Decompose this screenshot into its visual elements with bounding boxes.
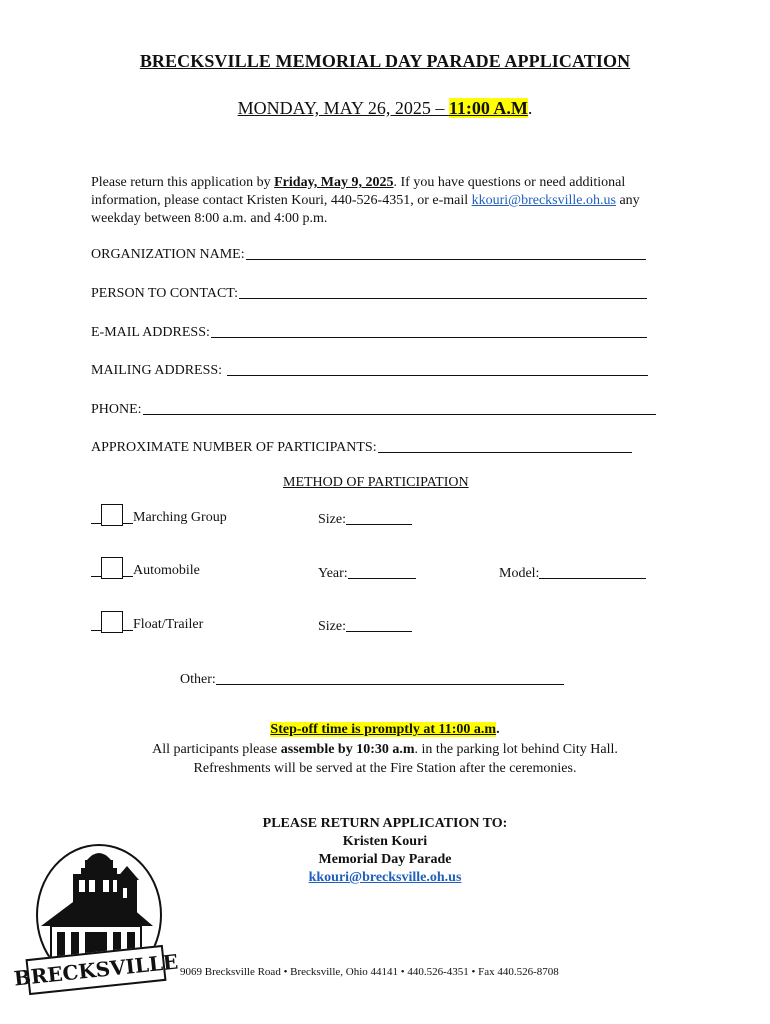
mailing-input-line[interactable] xyxy=(227,375,648,376)
organization-label: ORGANIZATION NAME: xyxy=(91,247,245,262)
stepoff-period: . xyxy=(496,722,500,737)
date-text: MONDAY, MAY 26, 2025 – xyxy=(237,98,449,118)
start-time-highlight: 11:00 A.M xyxy=(448,98,528,118)
stepoff-highlight: Step-off time is promptly at 11:00 a.m xyxy=(270,722,497,737)
participants-field[interactable] xyxy=(91,438,632,456)
automobile-model-label: Model: xyxy=(499,566,540,581)
marching-blank-right xyxy=(123,523,133,524)
return-department: Memorial Day Parade xyxy=(318,852,452,867)
assemble-time: assemble by 10:30 a.m xyxy=(280,742,415,757)
float-label: Float/Trailer xyxy=(133,617,204,632)
participants-input-line[interactable] xyxy=(378,452,632,453)
contact-label: PERSON TO CONTACT: xyxy=(91,286,239,301)
float-blank-right xyxy=(123,630,133,631)
marching-blank-left xyxy=(91,523,101,524)
intro-text-2: . If you have questions or need additional information, please contact Kristen Kouri, 440-526-4351, or e-mail xyxy=(91,175,626,208)
other-field[interactable] xyxy=(180,670,564,688)
automobile-checkbox[interactable] xyxy=(101,557,123,579)
contact-email-link[interactable]: kkouri@brecksville.oh.us xyxy=(471,193,616,208)
other-label: Other: xyxy=(180,672,216,687)
float-size-label: Size: xyxy=(318,619,346,634)
brecksville-logo xyxy=(12,840,180,1010)
other-input-line[interactable] xyxy=(216,684,564,685)
assemble-notice xyxy=(0,742,770,758)
mailing-label: MAILING ADDRESS: xyxy=(91,363,226,378)
float-size-line[interactable] xyxy=(346,631,412,632)
float-size-field[interactable] xyxy=(318,617,412,635)
method-heading: METHOD OF PARTICIPATION xyxy=(283,475,469,490)
refreshments-notice: Refreshments will be served at the Fire Station after the ceremonies. xyxy=(193,761,577,776)
stepoff-notice xyxy=(0,722,770,738)
participants-label: APPROXIMATE NUMBER OF PARTICIPANTS: xyxy=(91,440,377,455)
date-period: . xyxy=(527,98,533,118)
float-checkbox[interactable] xyxy=(101,611,123,633)
footer-address: 9069 Brecksville Road • Brecksville, Ohio 44141 • 440.526-4351 • Fax 440.526-8708 xyxy=(180,966,559,978)
mailing-field[interactable] xyxy=(91,361,648,379)
marching-option[interactable] xyxy=(91,505,227,527)
intro-text-1: Please return this application by xyxy=(91,175,275,190)
return-heading: PLEASE RETURN APPLICATION TO: xyxy=(262,816,508,831)
intro-text-3: any weekday between 8:00 a.m. and 4:00 p.m. xyxy=(91,193,640,226)
contact-input-line[interactable] xyxy=(239,298,647,299)
phone-field[interactable] xyxy=(91,400,656,418)
marching-size-field[interactable] xyxy=(318,510,412,528)
email-input-line[interactable] xyxy=(211,337,647,338)
return-email-link[interactable]: kkouri@brecksville.oh.us xyxy=(308,870,462,885)
form-title: BRECKSVILLE MEMORIAL DAY PARADE APPLICATION xyxy=(139,51,631,71)
intro-paragraph xyxy=(91,174,691,228)
automobile-label: Automobile xyxy=(133,563,200,578)
automobile-year-label: Year: xyxy=(318,566,348,581)
organization-input-line[interactable] xyxy=(246,259,646,260)
email-field[interactable] xyxy=(91,323,647,341)
automobile-model-line[interactable] xyxy=(539,578,646,579)
marching-size-label: Size: xyxy=(318,512,346,527)
automobile-option[interactable] xyxy=(91,558,200,580)
assemble-text-2: . in the parking lot behind City Hall. xyxy=(414,742,618,757)
marching-label: Marching Group xyxy=(133,510,227,525)
assemble-text-1: All participants please xyxy=(152,742,281,757)
return-name: Kristen Kouri xyxy=(342,834,428,849)
marching-checkbox[interactable] xyxy=(101,504,123,526)
automobile-blank-left xyxy=(91,576,101,577)
automobile-year-line[interactable] xyxy=(348,578,416,579)
logo-banner: BRECKSVILLE xyxy=(25,945,166,995)
parade-date xyxy=(0,98,770,119)
phone-label: PHONE: xyxy=(91,402,142,417)
contact-field[interactable] xyxy=(91,284,647,302)
email-label: E-MAIL ADDRESS: xyxy=(91,325,210,340)
deadline-date: Friday, May 9, 2025 xyxy=(274,175,394,190)
float-option[interactable] xyxy=(91,612,203,634)
marching-size-line[interactable] xyxy=(346,524,412,525)
float-blank-left xyxy=(91,630,101,631)
automobile-model-field[interactable] xyxy=(499,564,646,582)
phone-input-line[interactable] xyxy=(143,414,656,415)
automobile-blank-right xyxy=(123,576,133,577)
automobile-year-field[interactable] xyxy=(318,564,416,582)
organization-field[interactable] xyxy=(91,245,646,263)
